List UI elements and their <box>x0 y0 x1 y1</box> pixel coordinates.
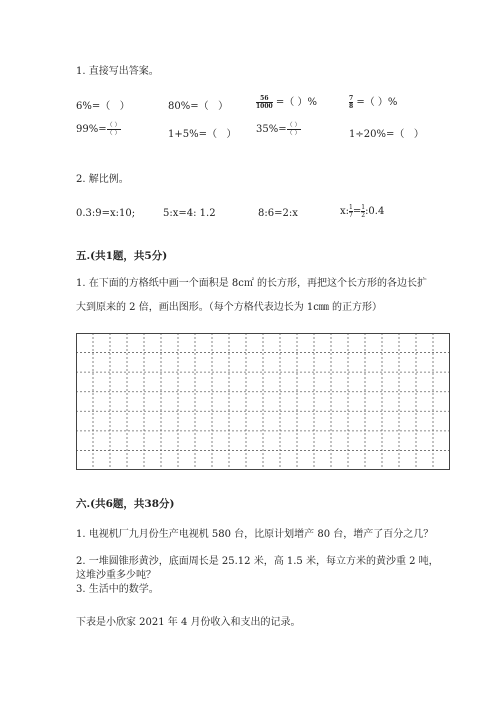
section-5-text-line-2: 大到原来的 2 倍，画出图形。（每个方格代表边长为 1c㎜ 的正方形） <box>76 302 383 313</box>
question-1-title: 1. 直接写出答案。 <box>76 66 159 77</box>
item-56-over-1000: $\frac{56}{1000}$ =（ ）% <box>256 95 317 110</box>
section-6-question-3: 3. 生活中的数学。 <box>76 584 159 595</box>
proportion-2: 5:x=4: 1.2 <box>163 208 216 219</box>
item-80-percent: 80%=（ ） <box>168 101 229 112</box>
section-6-heading: 六.(共6题，共38分) <box>76 498 175 510</box>
proportion-1: 0.3:9=x:10; <box>76 208 136 219</box>
section-6-question-1: 1. 电视机厂九月份生产电视机 580 台，比原计划增产 80 台，增产了百分之几？ <box>76 529 434 540</box>
section-6-question-3-text: 下表是小欣家 2021 年 4 月份收入和支出的记录。 <box>76 617 301 628</box>
section-6-question-2-line-1: 2. 一堆圆锥形黄沙，底面周长是 25.12 米，高 1.5 米，每立方米的黄沙重 2 吨， <box>76 556 439 567</box>
section-5-heading: 五.(共1题，共5分) <box>76 250 168 262</box>
item-1-div-20-percent: 1÷20%=（ ） <box>349 129 424 140</box>
section-5-text-line-1: 1. 在下面的方格纸中画一个面积是 8c㎡ 的长方形，再把这个长方形的各边长扩 <box>76 278 428 289</box>
section-6-question-2-line-2: 这堆沙重多少吨？ <box>76 570 156 581</box>
question-2-title: 2. 解比例。 <box>76 174 129 185</box>
item-7-over-8: $\frac{7}{8}$ =（ ）% <box>349 95 398 110</box>
grid-paper <box>76 333 450 470</box>
item-35-percent: 35%= $\frac{( )}{( )}$ <box>256 122 301 137</box>
item-1-plus-5-percent: 1+5%=（ ） <box>168 129 237 140</box>
proportion-4: x: $\frac{1}{7}$ = $\frac{1}{2}$ :0.4 <box>340 204 385 219</box>
proportion-3: 8:6=2:x <box>258 208 298 219</box>
item-99-percent: 99%= $\frac{( )}{( )}$ <box>76 122 121 137</box>
item-6-percent: 6%=（ ） <box>76 101 130 112</box>
